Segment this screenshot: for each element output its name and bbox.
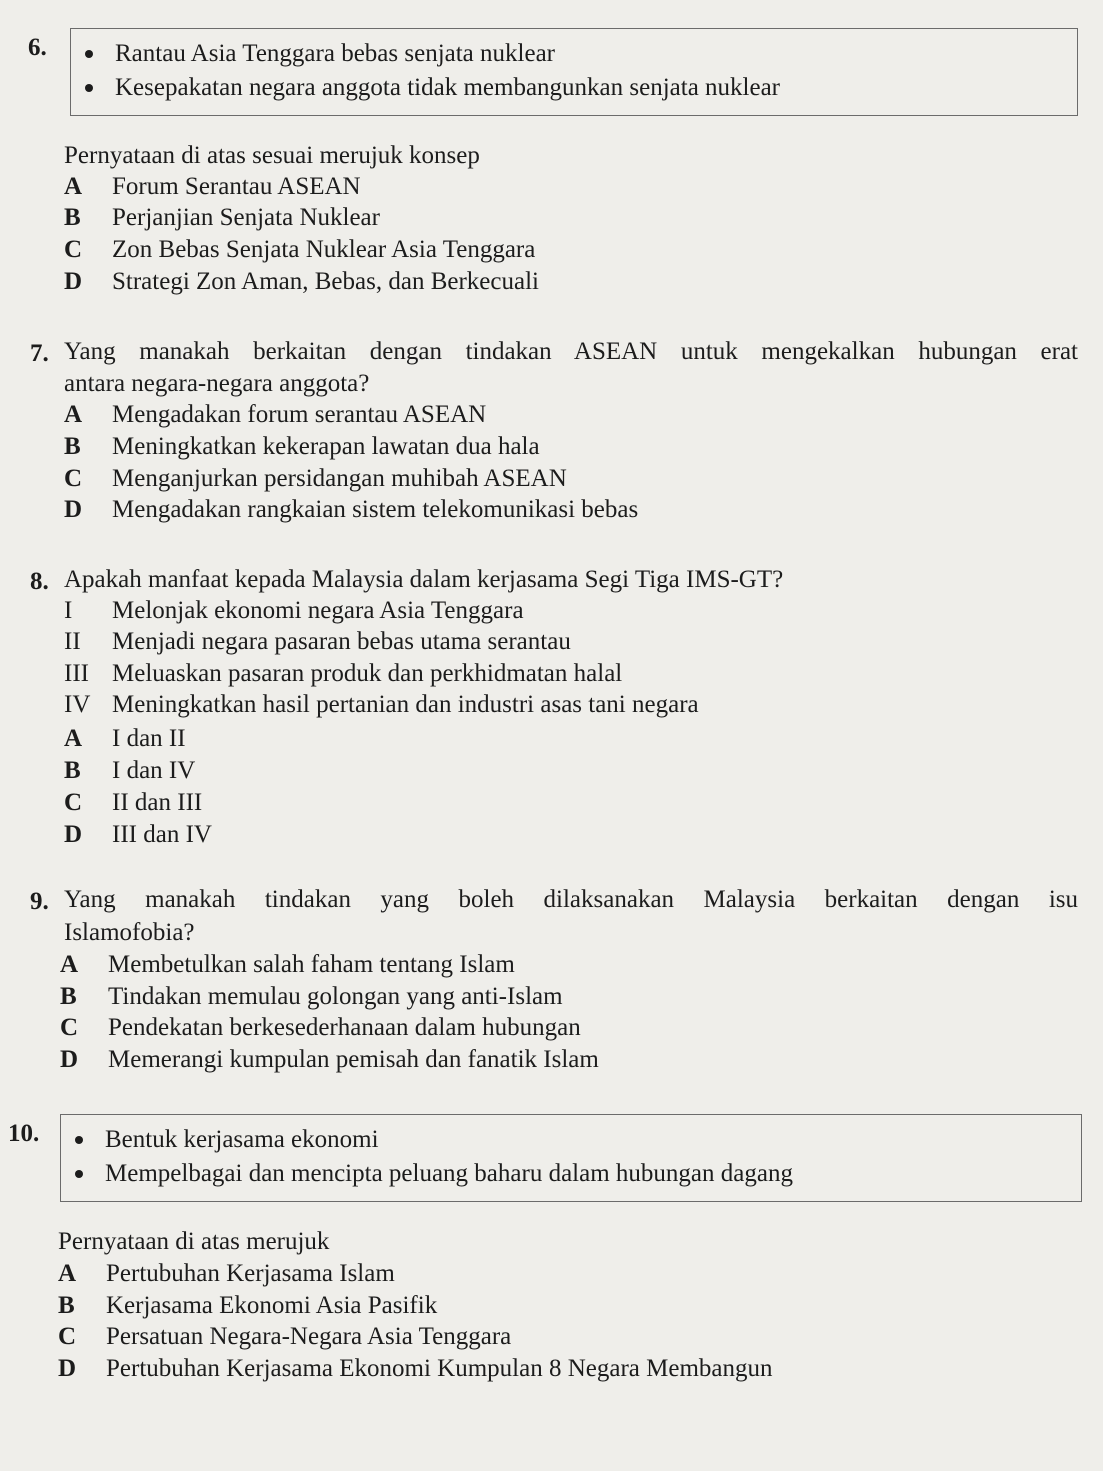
- question-7-option-d[interactable]: D Mengadakan rangkaian sistem telekomunikasi bebas: [64, 496, 639, 523]
- bullet-dot-icon: [75, 1170, 83, 1178]
- question-8-stem: Apakah manfaat kepada Malaysia dalam kerjasama Segi Tiga IMS-GT?: [64, 566, 784, 593]
- question-10-option-a[interactable]: A Pertubuhan Kerjasama Islam: [58, 1260, 395, 1287]
- question-9-stem-line-2: Islamofobia?: [64, 919, 195, 946]
- question-6-bullet-1: Rantau Asia Tenggara bebas senjata nuklear: [71, 37, 1077, 71]
- question-6-statement-box: [70, 28, 1078, 116]
- question-8-statement-ii: II Menjadi negara pasaran bebas utama serantau: [64, 628, 571, 655]
- question-9-option-b[interactable]: B Tindakan memulau golongan yang anti-Islam: [60, 983, 563, 1010]
- question-7-stem-line-2: antara negara-negara anggota?: [64, 370, 370, 397]
- question-8-option-b[interactable]: B I dan IV: [64, 757, 196, 784]
- question-7-option-a[interactable]: A Mengadakan forum serantau ASEAN: [64, 401, 487, 428]
- question-7-option-b[interactable]: B Meningkatkan kekerapan lawatan dua hala: [64, 433, 540, 460]
- bullet-dot-icon: [85, 84, 93, 92]
- question-6-stem: Pernyataan di atas sesuai merujuk konsep: [64, 142, 480, 169]
- question-9-number: 9.: [30, 888, 49, 915]
- question-8-statement-i: I Melonjak ekonomi negara Asia Tenggara: [64, 597, 524, 624]
- question-10-stem: Pernyataan di atas merujuk: [58, 1228, 330, 1255]
- question-8-statement-iv: IV Meningkatkan hasil pertanian dan industri asas tani negara: [64, 691, 699, 718]
- question-7-number: 7.: [30, 340, 49, 367]
- question-7-option-c[interactable]: C Menganjurkan persidangan muhibah ASEAN: [64, 465, 567, 492]
- question-10-number: 10.: [8, 1120, 40, 1147]
- question-6-number: 6.: [28, 34, 47, 61]
- question-6-option-b[interactable]: B Perjanjian Senjata Nuklear: [64, 204, 380, 231]
- question-8-option-c[interactable]: C II dan III: [64, 789, 203, 816]
- question-10-option-d[interactable]: D Pertubuhan Kerjasama Ekonomi Kumpulan 8 Negara Membangun: [58, 1355, 773, 1382]
- question-10-bullet-2: Mempelbagai dan mencipta peluang baharu dalam hubungan dagang: [61, 1157, 1081, 1191]
- question-10-option-c[interactable]: C Persatuan Negara-Negara Asia Tenggara: [58, 1323, 512, 1350]
- bullet-dot-icon: [85, 50, 93, 58]
- question-7-stem-line-1: Yang manakah berkaitan dengan tindakan ASEAN untuk mengekalkan hubungan erat: [64, 338, 1078, 365]
- question-9-option-c[interactable]: C Pendekatan berkesederhanaan dalam hubungan: [60, 1014, 581, 1041]
- question-9-option-a[interactable]: A Membetulkan salah faham tentang Islam: [60, 951, 515, 978]
- question-10-statement-box: [60, 1114, 1082, 1202]
- question-8-option-d[interactable]: D III dan IV: [64, 821, 212, 848]
- bullet-dot-icon: [75, 1136, 83, 1144]
- question-10-bullet-1: Bentuk kerjasama ekonomi: [61, 1123, 1081, 1157]
- question-6-option-a[interactable]: A Forum Serantau ASEAN: [64, 173, 361, 200]
- question-10-option-b[interactable]: B Kerjasama Ekonomi Asia Pasifik: [58, 1292, 438, 1319]
- question-8-statement-iii: III Meluaskan pasaran produk dan perkhidmatan halal: [64, 660, 623, 687]
- question-8-number: 8.: [30, 568, 49, 595]
- question-6-option-c[interactable]: C Zon Bebas Senjata Nuklear Asia Tenggara: [64, 236, 536, 263]
- question-9-option-d[interactable]: D Memerangi kumpulan pemisah dan fanatik Islam: [60, 1046, 599, 1073]
- question-9-stem-line-1: Yang manakah tindakan yang boleh dilaksanakan Malaysia berkaitan dengan isu: [64, 886, 1078, 913]
- question-6-bullet-2: Kesepakatan negara anggota tidak membangunkan senjata nuklear: [71, 71, 1077, 105]
- question-8-option-a[interactable]: A I dan II: [64, 725, 186, 752]
- question-6-option-d[interactable]: D Strategi Zon Aman, Bebas, dan Berkecuali: [64, 268, 539, 295]
